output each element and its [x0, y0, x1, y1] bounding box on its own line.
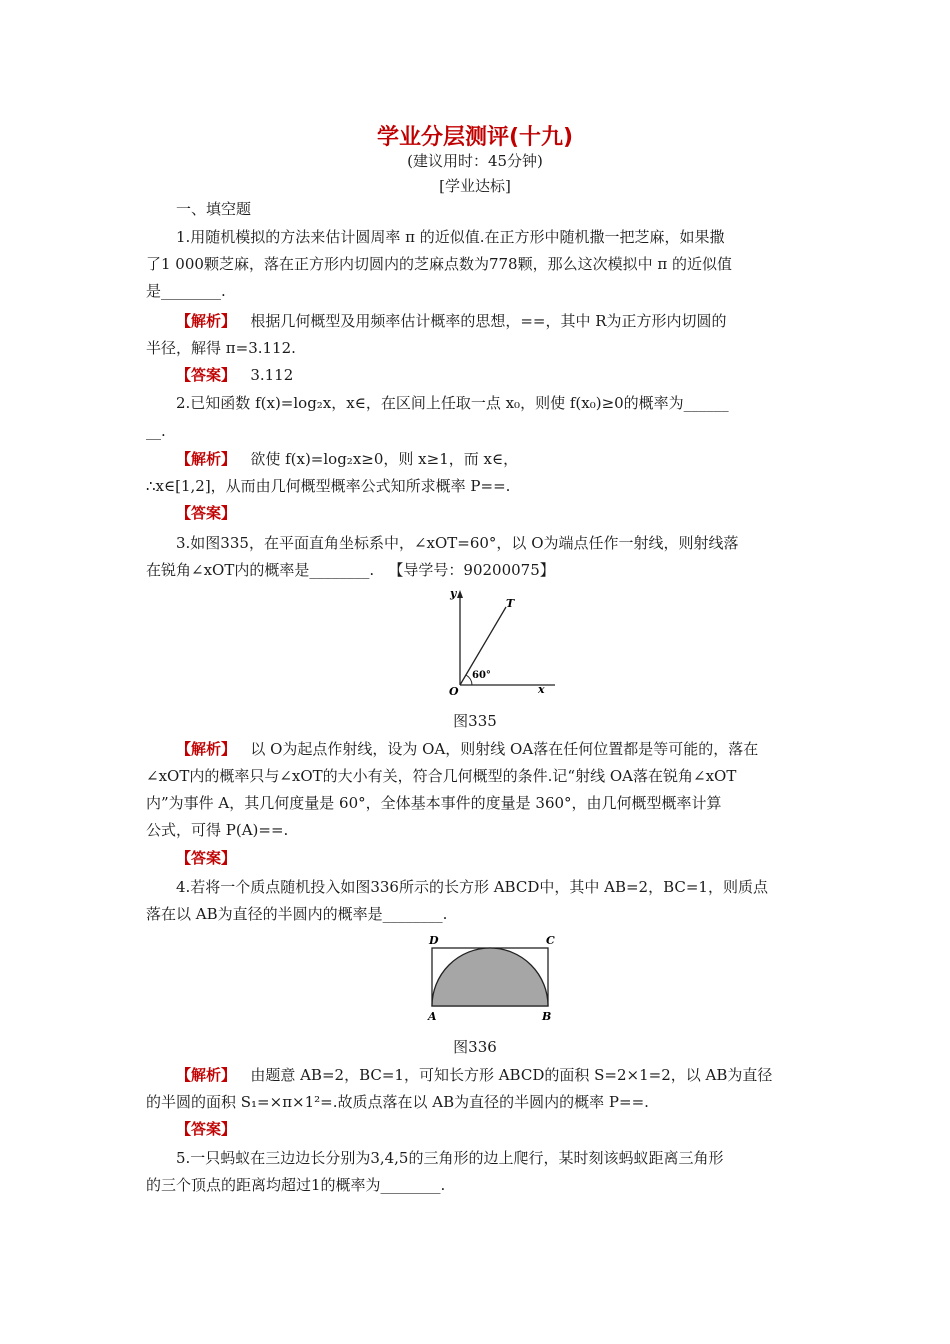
q4-line2: 落在以 AB为直径的半圆内的概率是________. [146, 905, 448, 923]
q2-answer [176, 500, 806, 526]
answer-tag: 【答案】 [176, 366, 237, 384]
q5-line1: 5.一只蚂蚁在三边边长分别为3,4,5的三角形的边上爬行，某时刻该蚂蚁距离三角形 [176, 1149, 724, 1167]
q4-line1: 4.若将一个质点随机投入如图336所示的长方形 ABCD中，其中 AB=2，BC=1，则质点 [176, 878, 768, 896]
fig335-t-label: T [506, 597, 515, 610]
q1-line3: 是________. [146, 282, 226, 300]
q1-analysis [176, 308, 806, 334]
fig335-x-label: x [538, 683, 545, 696]
q1-line2: 了1 000颗芝麻，落在正方形内切圆内的芝麻点数为778颗，那么这次模拟中 π 的近似值 [146, 255, 732, 273]
q1-answer-value: 3.112 [250, 366, 294, 384]
q3-analysis [176, 736, 806, 762]
q2-analysis-line2: ∴x∈[1,2]，从而由几何概型概率公式知所求概率 P==. [146, 477, 511, 495]
q4-analysis-text: 由题意 AB=2，BC=1，可知长方形 ABCD的面积 S=2×1=2，以 AB为直径 [250, 1066, 773, 1084]
q2-line1: 2.已知函数 f(x)=log₂x，x∈，在区间上任取一点 x₀，则使 f(x₀)≥0的概率为______ [176, 394, 729, 412]
figure-336 [420, 930, 565, 1030]
q3-answer [176, 845, 806, 871]
answer-tag: 【答案】 [176, 504, 237, 522]
q4-answer [176, 1116, 806, 1142]
fig335-o-label: O [449, 685, 459, 698]
part-heading: 一、填空题 [176, 200, 252, 218]
q1-line1: 1.用随机模拟的方法来估计圆周率 π 的近似值.在正方形中随机撒一把芝麻，如果撒 [176, 228, 725, 246]
figure-335-caption: 图335 [453, 712, 497, 730]
q2-analysis [176, 446, 806, 472]
q4-analysis-line2: 的半圆的面积 S₁=×π×1²=.故质点落在以 AB为直径的半圆内的概率 P==. [146, 1093, 649, 1111]
q3-line2 [146, 557, 806, 583]
q3-analysis-line3: 内”为事件 A，其几何度量是 60°，全体基本事件的度量是 360°，由几何概型概率计算 [146, 794, 722, 812]
fig335-y-label: y [450, 587, 457, 600]
fig336-b-label: B [542, 1010, 552, 1023]
fig335-angle-label: 60° [472, 670, 491, 681]
q2-analysis-text: 欲使 f(x)=log₂x≥0，则 x≥1，而 x∈， [250, 450, 519, 468]
answer-tag: 【答案】 [176, 849, 237, 867]
analysis-tag: 【解析】 [176, 312, 237, 330]
analysis-tag: 【解析】 [176, 450, 237, 468]
q2-line2: __. [146, 422, 166, 440]
fig336-c-label: C [546, 934, 555, 947]
q1-answer [176, 362, 806, 388]
q3-analysis-line2: ∠xOT内的概率只与∠xOT的大小有关，符合几何概型的条件.记“射线 OA落在锐角∠xOT [146, 767, 737, 785]
section-tag: [学业达标] [439, 177, 511, 195]
q3-line2-text: 在锐角∠xOT内的概率是________. [146, 561, 375, 579]
q5-line2: 的三个顶点的距离均超过1的概率为________. [146, 1176, 446, 1194]
q3-analysis-line4: 公式，可得 P(A)==. [146, 821, 289, 839]
figure-335 [420, 585, 560, 700]
page-title: 学业分层测评(十九) [376, 125, 574, 150]
q3-line1: 3.如图335，在平面直角坐标系中，∠xOT=60°，以 O为端点任作一射线，则射线落 [176, 534, 739, 552]
analysis-tag: 【解析】 [176, 740, 237, 758]
q1-analysis-text: 根据几何概型及用频率估计概率的思想，==，其中 R为正方形内切圆的 [250, 312, 727, 330]
fig336-d-label: D [429, 934, 439, 947]
q1-analysis-line2: 半径，解得 π=3.112. [146, 339, 296, 357]
q4-analysis [176, 1062, 806, 1088]
guide-number: 【导学号：90200075】 [388, 561, 555, 579]
q3-analysis-text: 以 O为起点作射线，设为 OA，则射线 OA落在任何位置都是等可能的，落在 [250, 740, 759, 758]
fig336-a-label: A [428, 1010, 437, 1023]
answer-tag: 【答案】 [176, 1120, 237, 1138]
figure-336-caption: 图336 [453, 1038, 497, 1056]
analysis-tag: 【解析】 [176, 1066, 237, 1084]
time-suggestion: (建议用时：45分钟) [407, 152, 543, 170]
